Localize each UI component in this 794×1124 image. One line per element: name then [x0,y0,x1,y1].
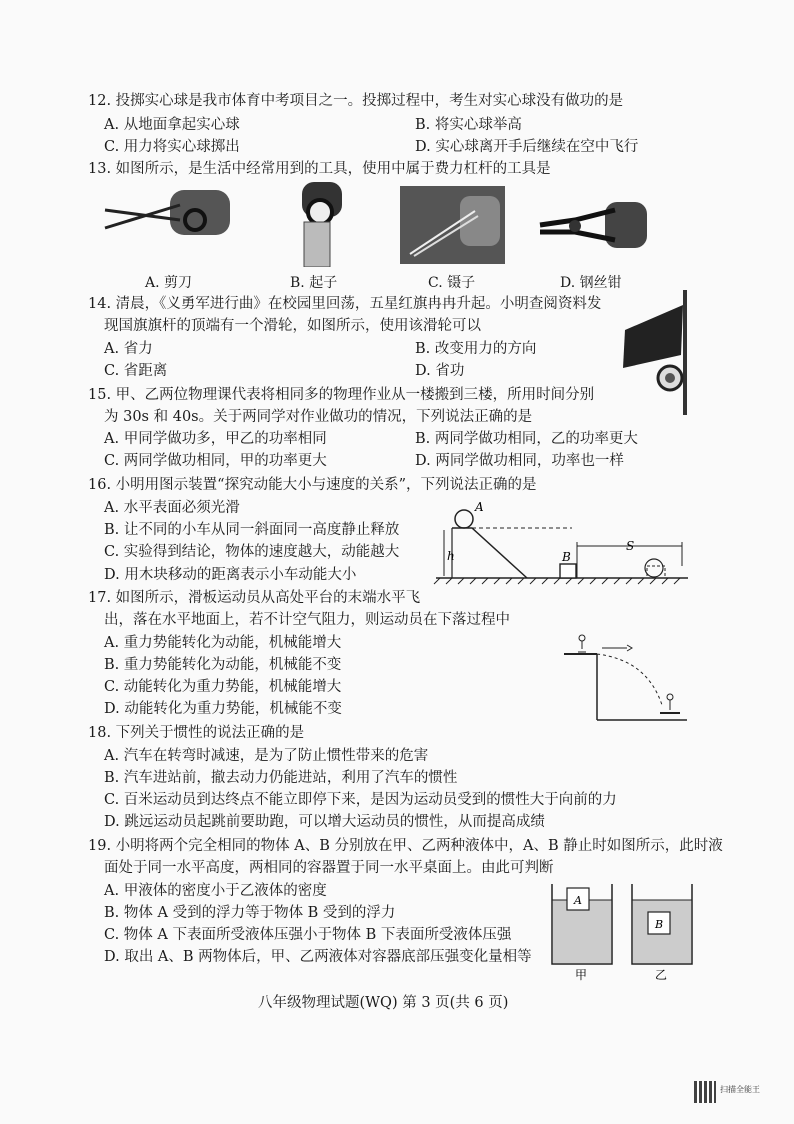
q12-option-b: B. 将实心球举高 [415,117,522,133]
q16-option-b: B. 让不同的小车从同一斜面同一高度静止释放 [104,522,400,538]
q12-stem: 12. 投掷实心球是我市体育中考项目之一。投掷过程中，考生对实心球没有做功的是 [88,93,624,109]
ramp-label-s: S [626,539,635,553]
q15-stem-line2: 为 30s 和 40s。关于两同学对作业做功的情况，下列说法正确的是 [104,409,533,425]
q13-option-b: B. 起子 [290,275,338,291]
q13-stem: 13. 如图所示，是生活中经常用到的工具，使用中属于费力杠杆的工具是 [88,161,551,177]
q17-option-b: B. 重力势能转化为动能，机械能不变 [104,657,342,673]
q13-option-d: D. 钢丝钳 [560,275,622,291]
ramp-label-h: h [447,549,455,563]
q15-option-c: C. 两同学做功相同，甲的功率更大 [104,453,327,469]
q13-option-a: A. 剪刀 [145,275,193,291]
tweezers-photo [400,186,505,264]
skateboarder-platform-diagram [552,630,692,725]
q19-option-d: D. 取出 A、B 两物体后，甲、乙两液体对容器底部压强变化量相等 [104,949,532,965]
q16-option-c: C. 实验得到结论，物体的速度越大，动能越大 [104,544,400,560]
q18-option-b: B. 汽车进站前，撤去动力仍能进站，利用了汽车的惯性 [104,770,458,786]
q15-option-a: A. 甲同学做功多，甲乙的功率相同 [104,431,327,447]
page-footer: 八年级物理试题(WQ) 第 3 页(共 6 页) [258,995,509,1011]
q18-stem: 18. 下列关于惯性的说法正确的是 [88,725,305,741]
q14-stem-line2: 现国旗旗杆的顶端有一个滑轮，如图所示，使用该滑轮可以 [104,318,481,334]
wire-pliers-photo [535,200,650,260]
q19-stem-line1: 19. 小明将两个完全相同的物体 A、B 分别放在甲、乙两种液体中，A、B 静止时如图所示，此时液 [88,838,723,854]
q12-option-a: A. 从地面拿起实心球 [104,117,240,133]
q18-option-a: A. 汽车在转弯时减速，是为了防止惯性带来的危害 [104,748,429,764]
q12-option-c: C. 用力将实心球掷出 [104,139,240,155]
q17-stem-line2: 出，落在水平地面上，若不计空气阻力，则运动员在下落过程中 [104,612,510,628]
qr-code-icon [694,1081,716,1103]
scissors-photo [100,180,240,260]
q16-option-d: D. 用木块移动的距离表示小车动能大小 [104,567,357,583]
q19-option-a: A. 甲液体的密度小于乙液体的密度 [104,883,327,899]
container-label-yi: 乙 [655,968,668,982]
q18-option-d: D. 跳远运动员起跳前要助跑，可以增大运动员的惯性，从而提高成绩 [104,814,545,830]
q19-option-b: B. 物体 A 受到的浮力等于物体 B 受到的浮力 [104,905,396,921]
q13-option-c: C. 镊子 [428,275,476,291]
q16-stem: 16. 小明用图示装置“探究动能大小与速度的关系”，下列说法正确的是 [88,477,537,493]
scanner-watermark [694,1081,786,1107]
container-label-a: A [574,894,582,907]
bottle-opener-photo [280,182,355,267]
q14-stem-line1: 14. 清晨，《义勇军进行曲》在校园里回荡，五星红旗冉冉升起。小明查阅资料发 [88,296,602,312]
q14-option-c: C. 省距离 [104,363,168,379]
kinetic-energy-ramp-diagram [432,498,692,586]
q19-option-c: C. 物体 A 下表面所受液体压强小于物体 B 下表面所受液体压强 [104,927,512,943]
q17-option-c: C. 动能转化为重力势能，机械能增大 [104,679,342,695]
q14-option-d: D. 省功 [415,363,465,379]
q19-stem-line2: 面处于同一水平高度，两相同的容器置于同一水平桌面上。由此可判断 [104,860,554,876]
q15-option-b: B. 两同学做功相同，乙的功率更大 [415,431,638,447]
q15-stem-line1: 15. 甲、乙两位物理课代表将相同多的物理作业从一楼搬到三楼，所用时间分别 [88,387,595,403]
q17-option-a: A. 重力势能转化为动能，机械能增大 [104,635,342,651]
ramp-label-a: A [475,500,484,514]
container-label-b: B [655,918,664,931]
scanner-watermark-label: 扫描全能王 [720,1085,760,1094]
q18-option-c: C. 百米运动员到达终点不能立即停下来，是因为运动员受到的惯性大于向前的力 [104,792,617,808]
q17-option-d: D. 动能转化为重力势能，机械能不变 [104,701,342,717]
flagpole-pulley-photo [615,290,705,415]
q15-option-d: D. 两同学做功相同，功率也一样 [415,453,624,469]
q12-option-d: D. 实心球离开手后继续在空中飞行 [415,139,639,155]
ramp-label-b: B [562,550,571,564]
two-containers-diagram [550,882,700,982]
container-label-jia: 甲 [575,968,588,982]
q16-option-a: A. 水平表面必须光滑 [104,500,240,516]
q14-option-a: A. 省力 [104,341,153,357]
q14-option-b: B. 改变用力的方向 [415,341,537,357]
q17-stem-line1: 17. 如图所示，滑板运动员从高处平台的末端水平飞 [88,590,421,606]
